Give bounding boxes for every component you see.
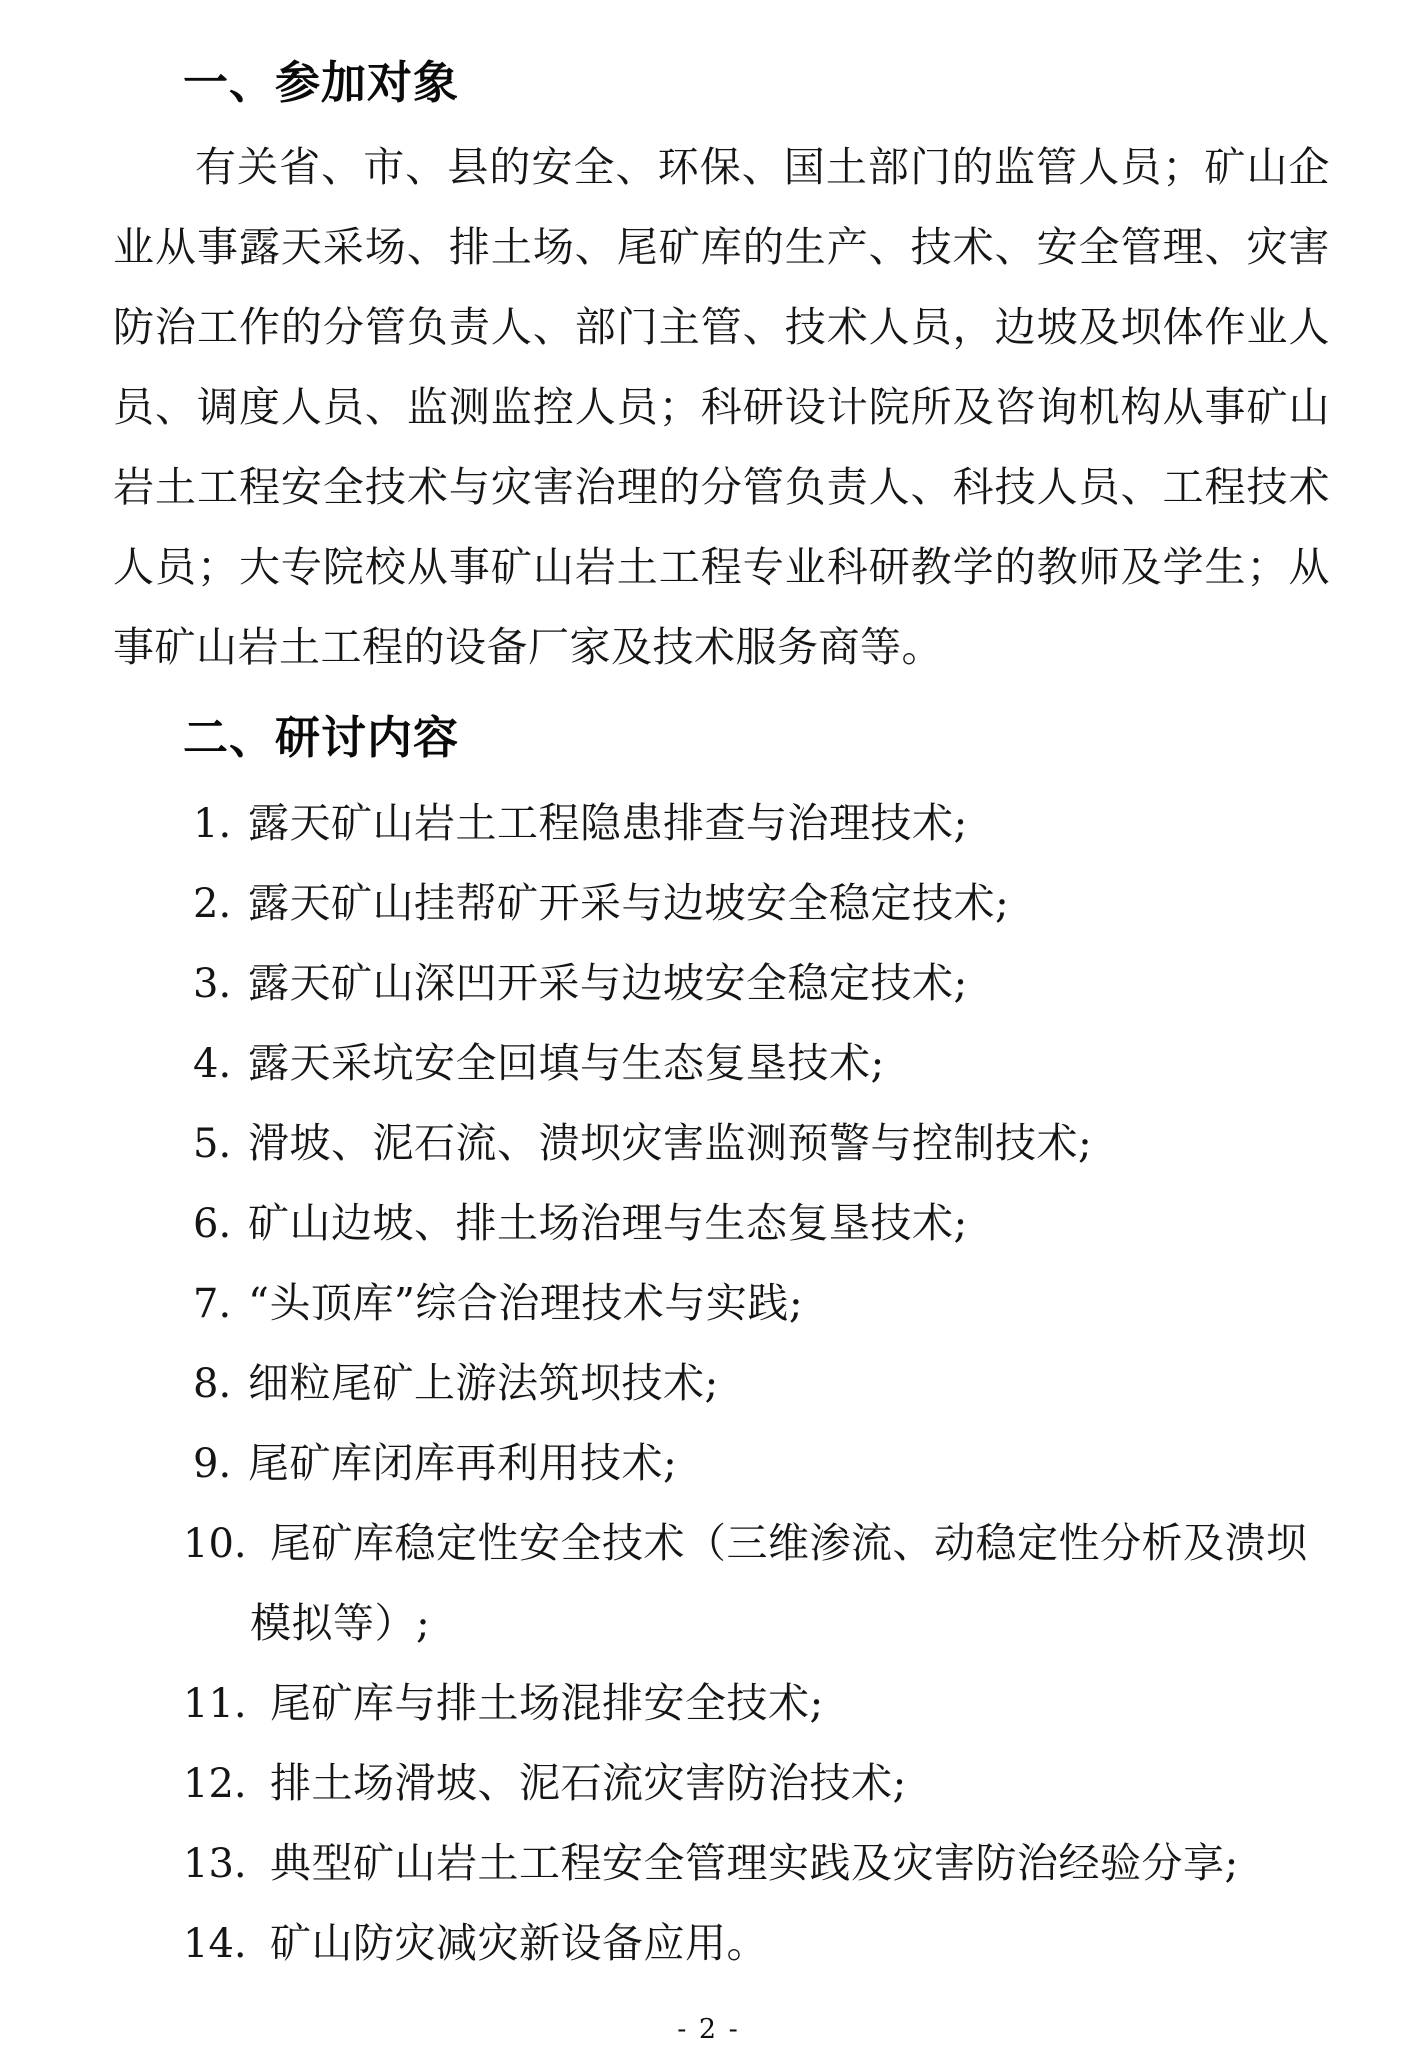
section-heading-participants: 一、参加对象 (183, 56, 460, 109)
list-item-continuation: 模拟等）; (250, 1599, 431, 1647)
list-item-text: “头顶库”综合治理技术与实践; (248, 1279, 804, 1327)
list-item (0, 783, 1417, 863)
list-item-text: 尾矿库闭库再利用技术; (248, 1439, 678, 1487)
list-item-text: 典型矿山岩土工程安全管理实践及灾害防治经验分享; (270, 1839, 1239, 1887)
list-item (0, 1903, 1417, 1983)
list-item-text: 尾矿库稳定性安全技术（三维渗流、动稳定性分析及溃坝 (270, 1519, 1308, 1567)
paragraph-line: 防治工作的分管负责人、部门主管、技术人员，边坡及坝体作业人 (113, 303, 1330, 351)
list-item-text: 露天矿山岩土工程隐患排查与治理技术; (248, 799, 968, 847)
participants-paragraph (113, 127, 1330, 687)
list-item-text: 矿山边坡、排土场治理与生态复垦技术; (248, 1199, 968, 1247)
list-item (0, 1103, 1417, 1183)
paragraph-line: 事矿山岩土工程的设备厂家及技术服务商等。 (113, 623, 943, 671)
list-item (0, 863, 1417, 943)
list-item-number: 9. (193, 1441, 232, 1487)
list-item-number: 1. (193, 801, 232, 847)
topics-list (0, 783, 1417, 1983)
page-number: - 2 - (677, 2014, 740, 2045)
list-item-text: 露天矿山挂帮矿开采与边坡安全稳定技术; (248, 879, 1010, 927)
list-item-number: 2. (193, 881, 232, 927)
section-heading-topics: 二、研讨内容 (183, 711, 460, 764)
list-item-number: 4. (193, 1041, 232, 1087)
list-item (0, 1423, 1417, 1503)
list-item-text: 尾矿库与排土场混排安全技术; (270, 1679, 824, 1727)
paragraph-line: 有关省、市、县的安全、环保、国土部门的监管人员；矿山企 (195, 143, 1330, 191)
list-item-text: 细粒尾矿上游法筑坝技术; (248, 1359, 719, 1407)
list-item-number: 6. (193, 1201, 232, 1247)
list-item-number: 14. (183, 1921, 247, 1967)
list-item (0, 1263, 1417, 1343)
list-item-number: 13. (183, 1841, 247, 1887)
list-item (0, 1183, 1417, 1263)
list-item-text: 滑坡、泥石流、溃坝灾害监测预警与控制技术; (248, 1119, 1093, 1167)
list-item-number: 10. (183, 1521, 247, 1567)
list-item-number: 3. (193, 961, 232, 1007)
list-item-number: 7. (193, 1281, 232, 1327)
list-item (0, 1663, 1417, 1743)
list-item-text: 排土场滑坡、泥石流灾害防治技术; (270, 1759, 907, 1807)
paragraph-line: 员、调度人员、监测监控人员；科研设计院所及咨询机构从事矿山 (113, 383, 1330, 431)
list-item-number: 5. (193, 1121, 232, 1167)
list-item-number: 11. (183, 1681, 247, 1727)
list-item-text: 露天采坑安全回填与生态复垦技术; (248, 1039, 885, 1087)
list-item (0, 1743, 1417, 1823)
list-item-text: 露天矿山深凹开采与边坡安全稳定技术; (248, 959, 968, 1007)
list-item (0, 1503, 1417, 1583)
paragraph-line: 业从事露天采场、排土场、尾矿库的生产、技术、安全管理、灾害 (113, 223, 1330, 271)
list-item-text: 矿山防灾减灾新设备应用。 (270, 1919, 768, 1967)
list-item-number: 12. (183, 1761, 247, 1807)
list-item (0, 1343, 1417, 1423)
list-item (0, 943, 1417, 1023)
list-item (0, 1023, 1417, 1103)
paragraph-line: 岩土工程安全技术与灾害治理的分管负责人、科技人员、工程技术 (113, 463, 1330, 511)
list-item-number: 8. (193, 1361, 232, 1407)
paragraph-line: 人员；大专院校从事矿山岩土工程专业科研教学的教师及学生；从 (113, 543, 1330, 591)
list-item (0, 1823, 1417, 1903)
